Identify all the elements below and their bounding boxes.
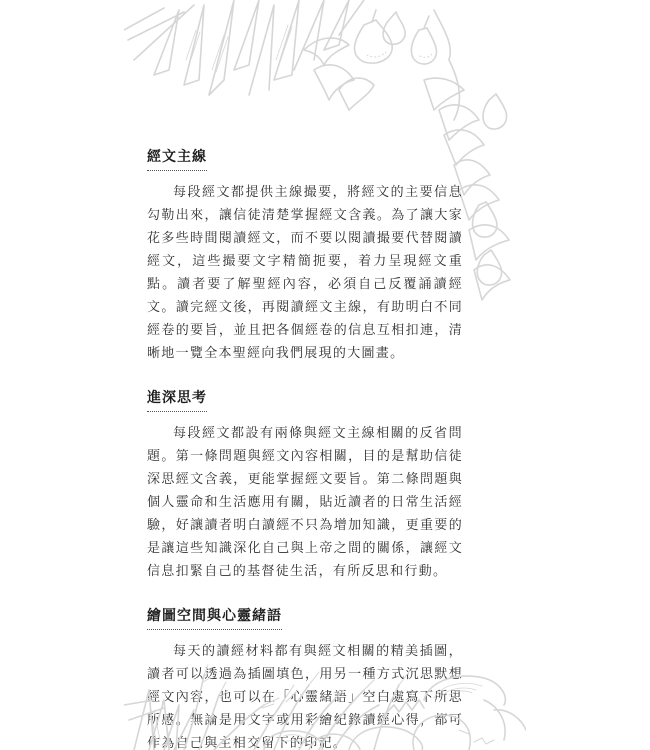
section-heading: 進深思考 xyxy=(147,388,207,412)
section-drawing-space-and-reflections xyxy=(147,605,463,750)
section-body: 每段經文都提供主線撮要，將經文的主要信息勾勒出來，讓信徒清楚掌握經文含義。為了讓大家花多些時間閱讀經文，而不要以閱讀撮要代替閱讀經文，這些撮要文字精簡扼要，着力呈現經文重點。讀者要了解聖經內容，必須自己反覆誦讀經文。讀完經文後，再閱讀經文主線，有助明白不同經卷的要旨，並且把各個經卷的信息互相扣連，清晰地一覽全本聖經向我們展現的大圖畫。 xyxy=(147,185,463,361)
section-body: 每天的讀經材料都有與經文相關的精美插圖，讀者可以透過為插圖填色，用另一種方式沉思默想經文內容，也可以在「心靈緒語」空白處寫下所思所感。無論是用文字或用彩繪紀錄讀經心得，都可作為自己與主相交留下的印記。 xyxy=(147,644,463,750)
section-body: 每段經文都設有兩條與經文主線相關的反省問題。第一條問題與經文內容相關，目的是幫助信徒深思經文含義，更能掌握經文要旨。第二條問題與個人靈命和生活應用有關，貼近讀者的日常生活經驗，好讓讀者明白讀經不只為增加知識，更重要的是讓這些知識深化自己與上帝之間的關係，讓經文信息扣緊自己的基督徒生活，有所反思和行動。 xyxy=(147,426,463,579)
section-scripture-mainline xyxy=(147,146,463,365)
page-content xyxy=(147,146,463,750)
section-heading: 經文主線 xyxy=(147,147,207,171)
section-deeper-reflection xyxy=(147,387,463,583)
book-page xyxy=(124,0,526,750)
section-heading: 繪圖空間與心靈緒語 xyxy=(147,606,282,630)
